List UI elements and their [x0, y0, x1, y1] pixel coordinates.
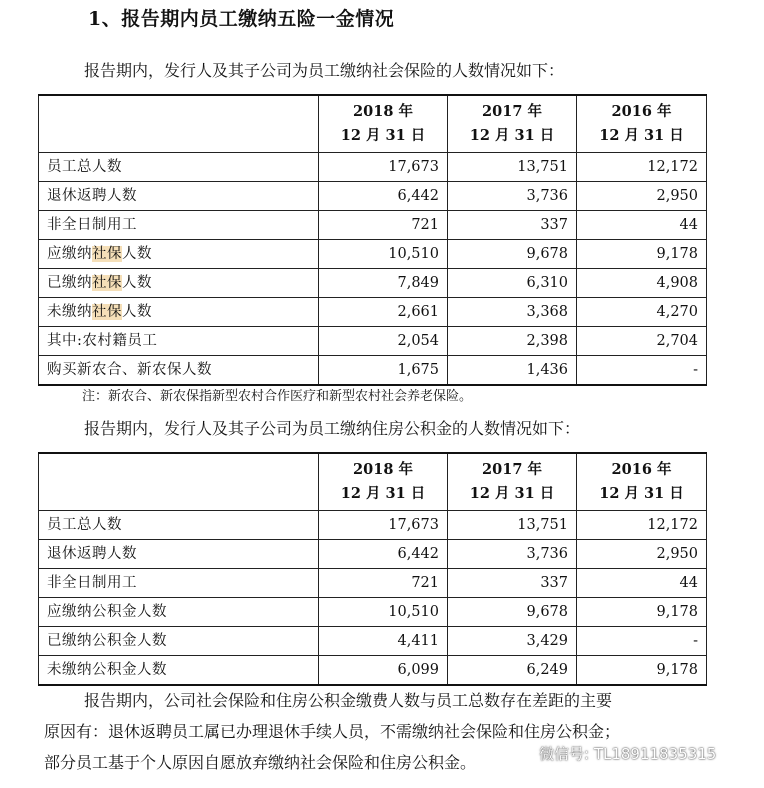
row-label: 退休返聘人数	[39, 540, 319, 569]
table-row	[39, 569, 707, 598]
row-label: 已缴纳社保人数	[39, 269, 319, 298]
wechat-watermark	[515, 743, 716, 764]
cell-value: 6,442	[319, 540, 448, 569]
row-label: 购买新农合、新农保人数	[39, 356, 319, 386]
cell-value: 10,510	[319, 240, 448, 269]
highlighted-term: 社保	[92, 246, 122, 262]
column-header: 2016 年 12 月 31 日	[577, 95, 707, 153]
header-corner	[39, 95, 319, 153]
table-footnote: 注：新农合、新农保指新型农村合作医疗和新型农村社会养老保险。	[82, 389, 473, 404]
table-row	[39, 327, 707, 356]
cell-value: 12,172	[577, 153, 707, 182]
table-row	[39, 153, 707, 182]
cell-value: 6,310	[448, 269, 577, 298]
cell-value: 10,510	[319, 598, 448, 627]
table-header-row	[39, 453, 707, 511]
cell-value: 17,673	[319, 511, 448, 540]
row-label: 应缴纳公积金人数	[39, 598, 319, 627]
cell-value: 13,751	[448, 153, 577, 182]
cell-value: 44	[577, 569, 707, 598]
header-corner	[39, 453, 319, 511]
cell-value: 9,178	[577, 656, 707, 686]
cell-value: 13,751	[448, 511, 577, 540]
cell-value: 721	[319, 211, 448, 240]
cell-value: 3,736	[448, 182, 577, 211]
cell-value: 2,950	[577, 182, 707, 211]
intro-housing-fund: 报告期内，发行人及其子公司为员工缴纳住房公积金的人数情况如下：	[84, 419, 581, 438]
row-label: 已缴纳公积金人数	[39, 627, 319, 656]
highlighted-term: 社保	[92, 304, 122, 320]
cell-value: -	[577, 627, 707, 656]
cell-value: 9,178	[577, 598, 707, 627]
cell-value: 721	[319, 569, 448, 598]
table-row	[39, 656, 707, 686]
table-row	[39, 627, 707, 656]
cell-value: 2,661	[319, 298, 448, 327]
cell-value: 2,054	[319, 327, 448, 356]
cell-value: -	[577, 356, 707, 386]
cell-value: 2,704	[577, 327, 707, 356]
column-header: 2016 年 12 月 31 日	[577, 453, 707, 511]
section-heading: 1、报告期内员工缴纳五险一金情况	[88, 8, 395, 30]
highlighted-term: 社保	[92, 275, 122, 291]
row-label: 退休返聘人数	[39, 182, 319, 211]
cell-value: 12,172	[577, 511, 707, 540]
row-label: 应缴纳社保人数	[39, 240, 319, 269]
row-label: 其中:农村籍员工	[39, 327, 319, 356]
closing-line-1: 报告期内，公司社会保险和住房公积金缴费人数与员工总数存在差距的主要	[84, 691, 613, 710]
cell-value: 3,736	[448, 540, 577, 569]
cell-value: 1,675	[319, 356, 448, 386]
closing-line-2: 原因有：退休返聘员工属已办理退休手续人员，不需缴纳社会保险和住房公积金；	[44, 722, 621, 741]
closing-line-3: 部分员工基于个人原因自愿放弃缴纳社会保险和住房公积金。	[44, 753, 477, 772]
cell-value: 9,178	[577, 240, 707, 269]
table-row	[39, 182, 707, 211]
wechat-icon	[515, 745, 535, 763]
social-insurance-table	[38, 94, 707, 386]
column-header: 2018 年 12 月 31 日	[319, 95, 448, 153]
cell-value: 1,436	[448, 356, 577, 386]
table-row	[39, 598, 707, 627]
table-row	[39, 540, 707, 569]
intro-social-insurance: 报告期内，发行人及其子公司为员工缴纳社会保险的人数情况如下：	[84, 61, 565, 80]
cell-value: 6,249	[448, 656, 577, 686]
column-header: 2017 年 12 月 31 日	[448, 95, 577, 153]
column-header: 2018 年 12 月 31 日	[319, 453, 448, 511]
cell-value: 6,442	[319, 182, 448, 211]
cell-value: 3,368	[448, 298, 577, 327]
housing-fund-table	[38, 452, 707, 686]
row-label: 非全日制用工	[39, 569, 319, 598]
cell-value: 2,398	[448, 327, 577, 356]
row-label: 未缴纳社保人数	[39, 298, 319, 327]
table-row	[39, 269, 707, 298]
cell-value: 4,908	[577, 269, 707, 298]
cell-value: 44	[577, 211, 707, 240]
table-row	[39, 298, 707, 327]
row-label: 未缴纳公积金人数	[39, 656, 319, 686]
column-header: 2017 年 12 月 31 日	[448, 453, 577, 511]
row-label: 员工总人数	[39, 153, 319, 182]
row-label: 员工总人数	[39, 511, 319, 540]
cell-value: 6,099	[319, 656, 448, 686]
row-label: 非全日制用工	[39, 211, 319, 240]
cell-value: 4,411	[319, 627, 448, 656]
cell-value: 7,849	[319, 269, 448, 298]
cell-value: 2,950	[577, 540, 707, 569]
cell-value: 9,678	[448, 240, 577, 269]
table-row	[39, 240, 707, 269]
table-header-row	[39, 95, 707, 153]
table-row	[39, 211, 707, 240]
cell-value: 3,429	[448, 627, 577, 656]
cell-value: 9,678	[448, 598, 577, 627]
cell-value: 17,673	[319, 153, 448, 182]
cell-value: 337	[448, 211, 577, 240]
table-row	[39, 511, 707, 540]
cell-value: 4,270	[577, 298, 707, 327]
table-row	[39, 356, 707, 386]
cell-value: 337	[448, 569, 577, 598]
watermark-text: 微信号: TL18911835315	[539, 745, 717, 763]
